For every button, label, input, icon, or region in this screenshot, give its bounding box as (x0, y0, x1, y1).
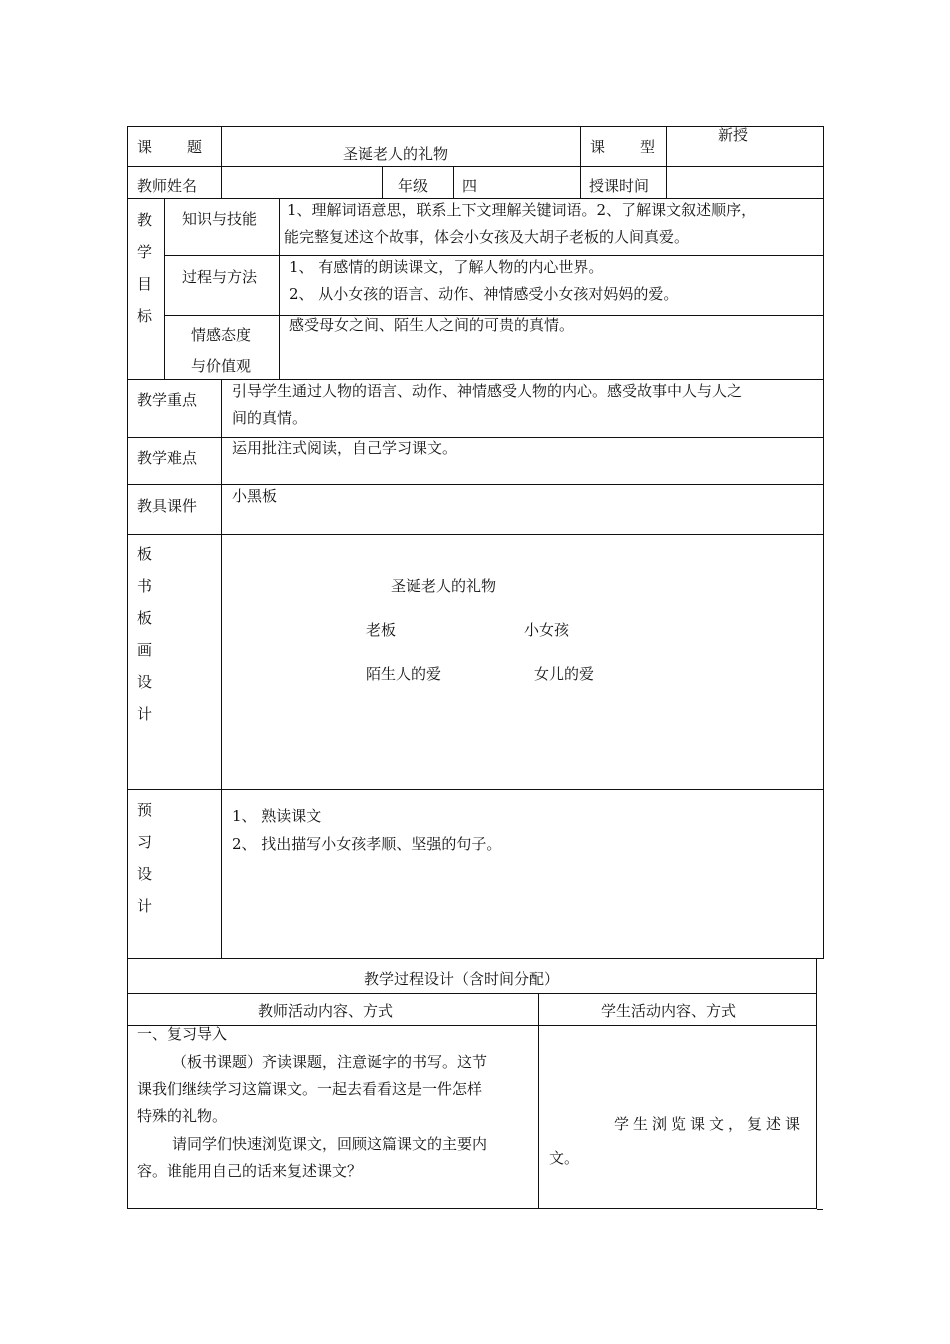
preview-item2: 2、 找出描写小女孩孝顺、坚强的句子。 (232, 835, 502, 853)
student-activity-line: 文。 (549, 1149, 580, 1167)
difficulty-label: 教学难点 (137, 449, 198, 467)
teacher-activity-header: 教师活动内容、方式 (258, 1002, 394, 1020)
key-points-label: 教学重点 (137, 391, 198, 409)
emotion-values-label-line2: 与价值观 (191, 357, 252, 375)
table-end-mark (817, 1209, 823, 1210)
col-divider (538, 993, 539, 1209)
col-divider (221, 126, 222, 198)
type-label-part1: 课 (590, 138, 606, 156)
knowledge-skills-label: 知识与技能 (182, 210, 258, 228)
process-method-item1: 1、 有感情的朗读课文，了解人物的内心世界。 (289, 258, 604, 276)
preview-item1: 1、 熟读课文 (232, 807, 322, 825)
teacher-activity-line: 请同学们快速浏览课文，回顾这篇课文的主要内 (172, 1135, 488, 1153)
knowledge-skills-line2: 能完整复述这个故事，体会小女孩及大胡子老板的人间真爱。 (284, 228, 690, 246)
teaching-goals-label: 教 学 目 标 (137, 211, 153, 325)
teaching-tools-label: 教具课件 (137, 497, 198, 515)
teacher-activity-line: 特殊的礼物。 (137, 1107, 228, 1125)
col-divider (382, 166, 383, 198)
key-points-line1: 引导学生通过人物的语言、动作、神情感受人物的内心。感受故事中人与人之 (232, 382, 743, 400)
col-divider (279, 198, 280, 379)
section-heading: 一、复习导入 (137, 1025, 228, 1043)
teacher-activity-line: （板书课题）齐读课题，注意诞字的书写。这节 (172, 1053, 488, 1071)
row-divider (127, 198, 824, 199)
board-left-top: 老板 (366, 621, 397, 639)
type-label-part2: 型 (640, 138, 656, 156)
board-right-bottom: 女儿的爱 (534, 665, 595, 683)
row-divider (127, 484, 824, 485)
lesson-topic: 圣诞老人的礼物 (343, 145, 449, 163)
col-divider (221, 379, 222, 959)
row-divider (127, 166, 824, 167)
board-title: 圣诞老人的礼物 (391, 577, 497, 595)
preview-design-label: 预 习 设 计 (137, 801, 153, 915)
teacher-name-label: 教师姓名 (137, 177, 198, 195)
grade-value: 四 (462, 177, 478, 195)
topic-label-part2: 题 (187, 138, 203, 156)
col-divider (666, 126, 667, 198)
topic-label-part1: 课 (137, 138, 153, 156)
board-left-bottom: 陌生人的爱 (366, 665, 442, 683)
student-activity-header: 学生活动内容、方式 (601, 1002, 737, 1020)
process-method-item2: 2、 从小女孩的语言、动作、神情感受小女孩对妈妈的爱。 (289, 285, 679, 303)
class-time-label: 授课时间 (589, 177, 650, 195)
lesson-type: 新授 (718, 126, 749, 144)
student-activity-line: 学生浏览课文，复述课 (614, 1115, 805, 1133)
key-points-line2: 间的真情。 (232, 409, 308, 427)
row-divider (127, 993, 817, 994)
difficulty-text: 运用批注式阅读，自己学习课文。 (232, 439, 458, 457)
teacher-activity-line: 课我们继续学习这篇课文。一起去看看这是一件怎样 (137, 1080, 483, 1098)
row-divider (127, 1025, 817, 1026)
grade-label: 年级 (398, 177, 429, 195)
teaching-tools-text: 小黑板 (232, 487, 278, 505)
emotion-values-label-line1: 情感态度 (191, 326, 252, 344)
col-divider (164, 198, 165, 379)
row-divider (127, 789, 824, 790)
board-right-top: 小女孩 (524, 621, 570, 639)
board-design-label: 板 书 板 画 设 计 (137, 545, 153, 723)
row-divider (127, 379, 824, 380)
row-divider (127, 534, 824, 535)
knowledge-skills-line1: 1、理解词语意思，联系上下文理解关键词语。2、了解课文叙述顺序， (287, 201, 757, 219)
emotion-values-text: 感受母女之间、陌生人之间的可贵的真情。 (289, 316, 575, 334)
col-divider (453, 166, 454, 198)
process-method-label: 过程与方法 (182, 268, 258, 286)
teacher-activity-line: 容。谁能用自己的话来复述课文？ (137, 1162, 363, 1180)
col-divider (580, 126, 581, 198)
row-divider (164, 255, 824, 256)
process-table-title: 教学过程设计（含时间分配） (364, 970, 560, 988)
